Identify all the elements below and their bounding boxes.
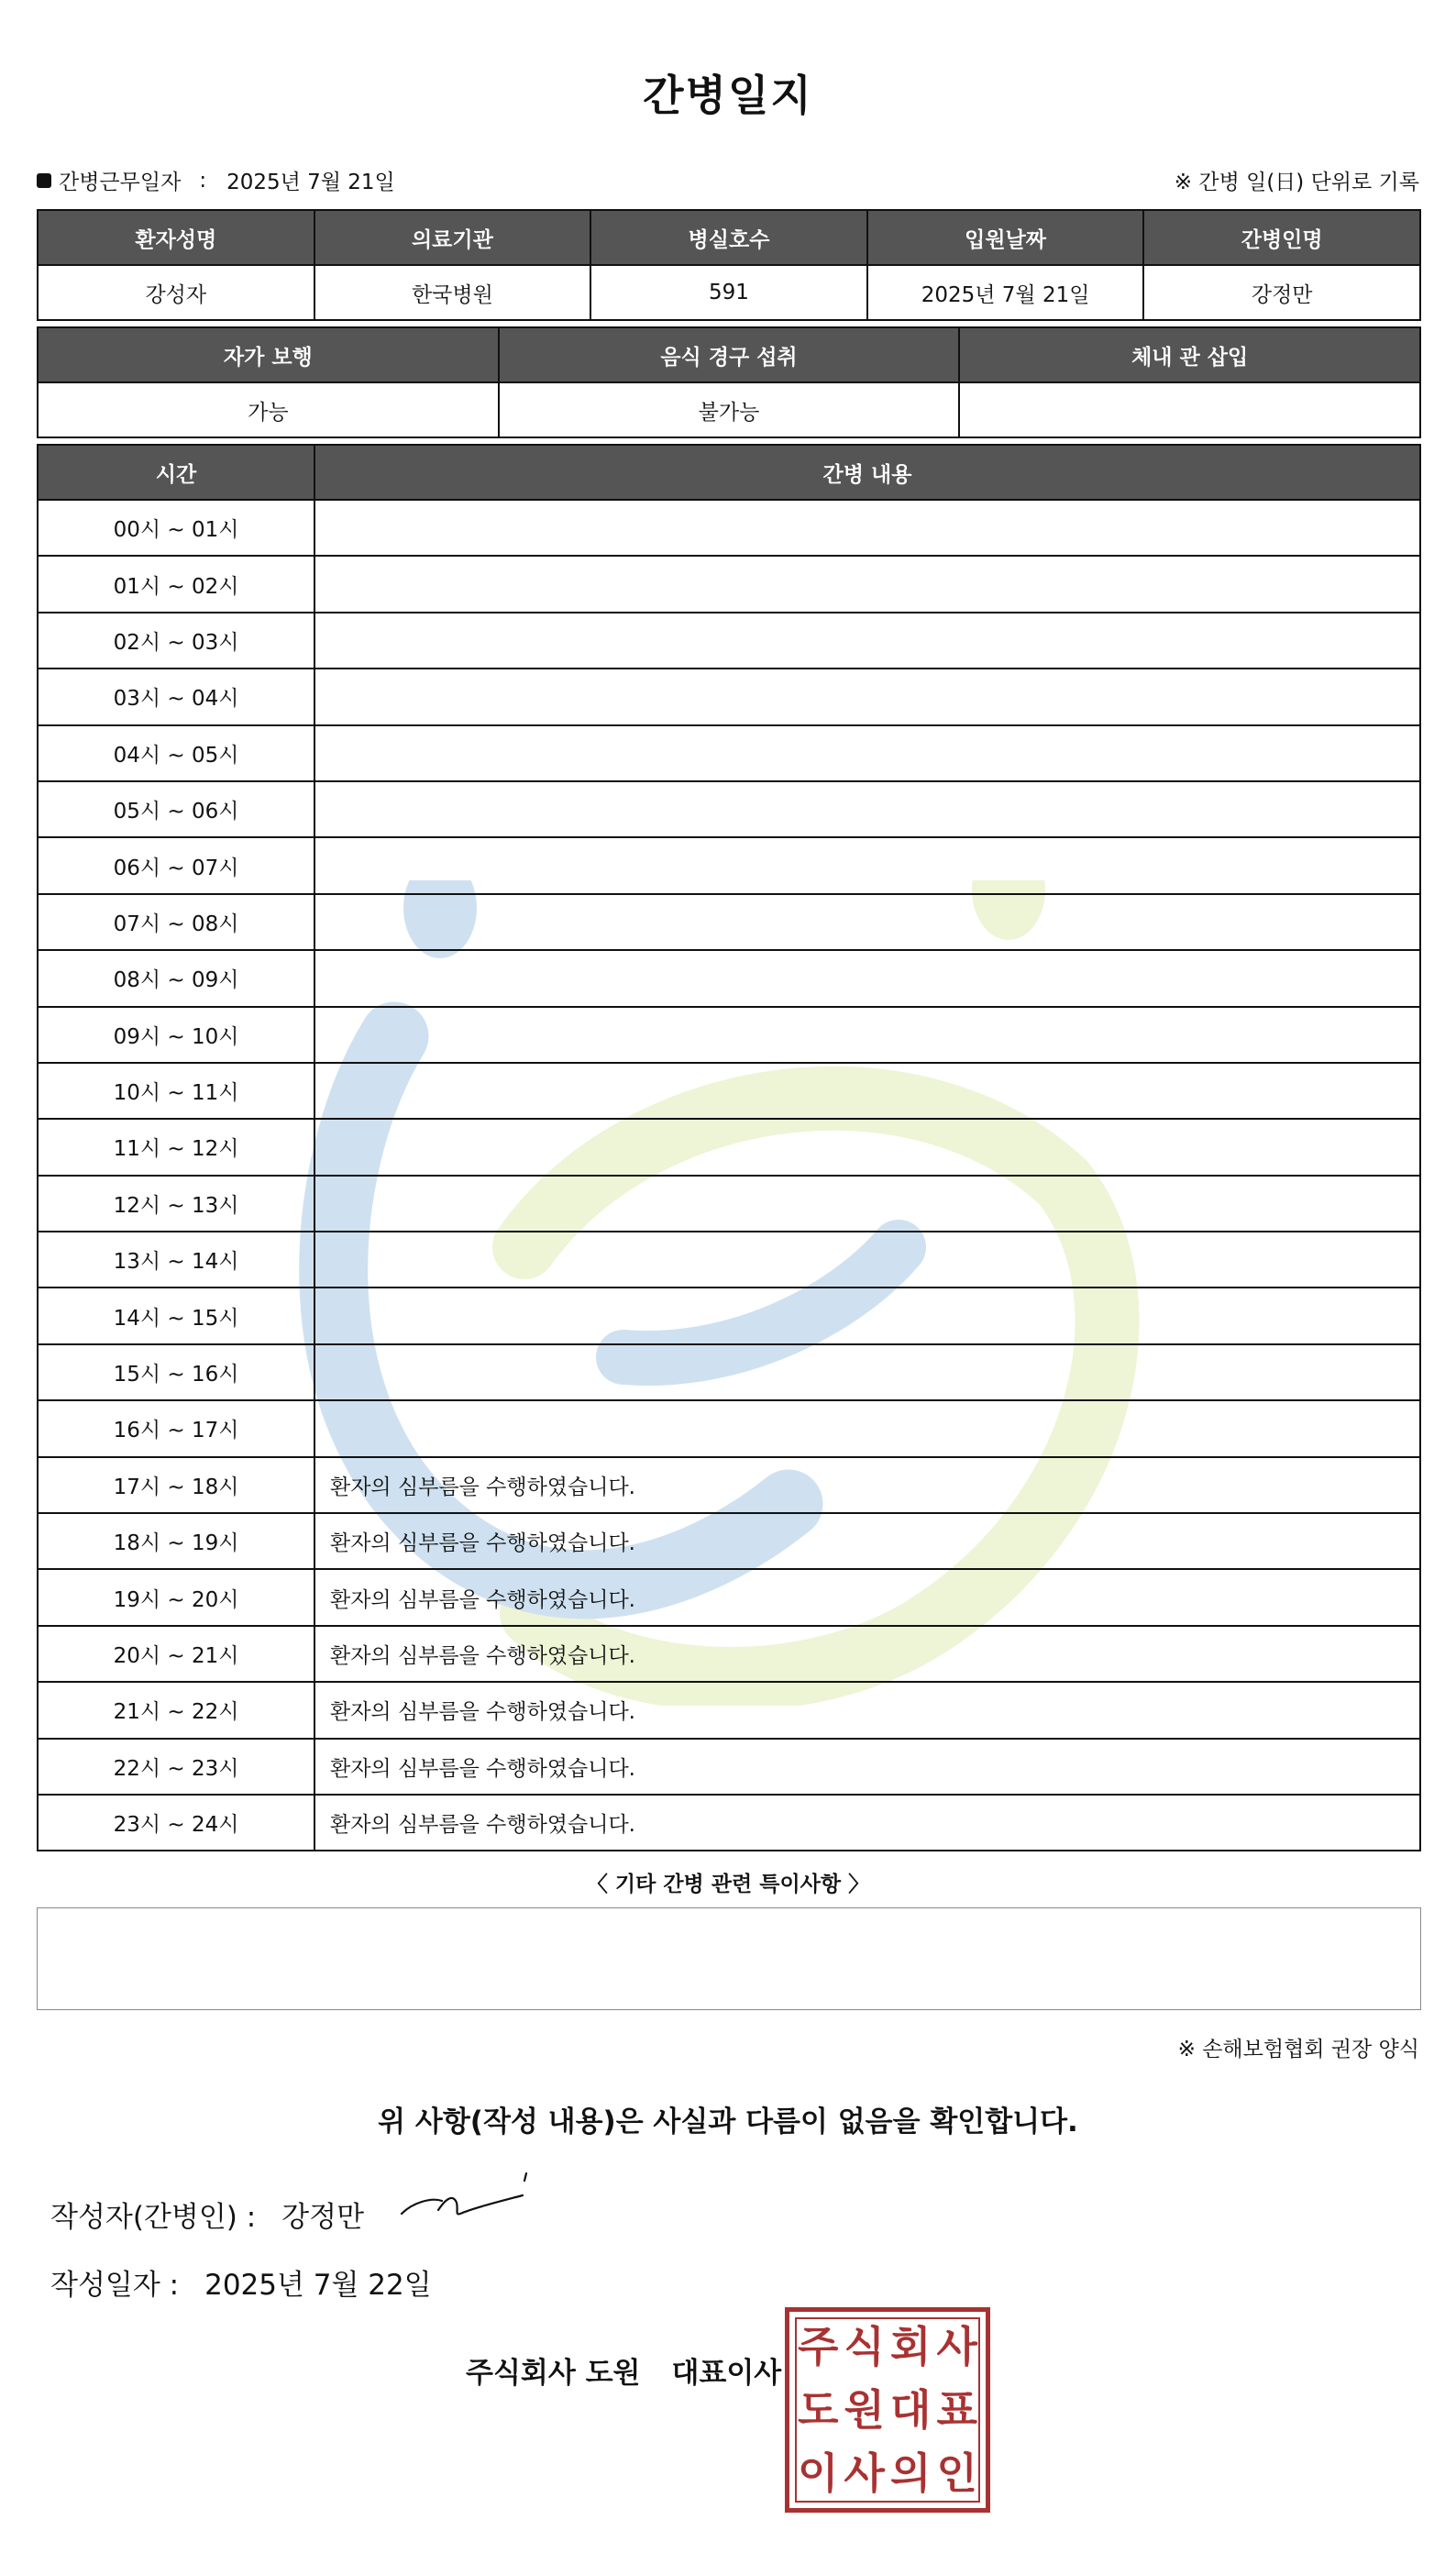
- seal-char: 의: [890, 2448, 932, 2498]
- time-slot: 04시 ~ 05시: [38, 725, 314, 781]
- time-slot: 08시 ~ 09시: [38, 950, 314, 1006]
- remarks-title: 〈 기타 간병 관련 특이사항 〉: [586, 1873, 870, 1896]
- time-slot: 20시 ~ 21시: [38, 1626, 314, 1682]
- self-walking-value: 가능: [38, 382, 499, 437]
- table-row: [38, 500, 1420, 556]
- table-row: [38, 382, 1420, 437]
- time-slot: 14시 ~ 15시: [38, 1288, 314, 1343]
- work-date-value: 2025년 7월 21일: [226, 171, 395, 194]
- time-slot: 10시 ~ 11시: [38, 1063, 314, 1119]
- time-slot: 21시 ~ 22시: [38, 1682, 314, 1738]
- table-row: [38, 1400, 1420, 1456]
- hospital: 한국병원: [314, 265, 591, 320]
- patient-status-table: [37, 326, 1421, 438]
- care-content: [314, 500, 1420, 556]
- page-title: 간병일지: [643, 71, 813, 120]
- table-row: [38, 1119, 1420, 1175]
- care-content: [314, 669, 1420, 724]
- daily-record-note: ※ 간병 일(日) 단위로 기록: [1174, 171, 1419, 194]
- table-row: [38, 556, 1420, 612]
- care-content: [314, 1232, 1420, 1288]
- table-row: [38, 1288, 1420, 1343]
- header-oral-intake: 음식 경구 섭취: [499, 327, 960, 382]
- care-content: 환자의 심부름을 수행하였습니다.: [314, 1739, 1420, 1795]
- care-content: 환자의 심부름을 수행하였습니다.: [314, 1795, 1420, 1851]
- time-slot: 19시 ~ 20시: [38, 1569, 314, 1625]
- writer-label: 작성자(간병인) :: [50, 2201, 257, 2234]
- care-content: 환자의 심부름을 수행하였습니다.: [314, 1626, 1420, 1682]
- work-date: [37, 165, 395, 195]
- care-log-body: [38, 500, 1420, 1851]
- work-date-label: 간병근무일자: [59, 171, 182, 194]
- table-row: [38, 1457, 1420, 1513]
- table-row: [38, 1344, 1420, 1400]
- header-caregiver-name: 간병인명: [1143, 210, 1420, 265]
- signature: [394, 2172, 532, 2227]
- care-content: [314, 837, 1420, 893]
- care-content: [314, 1119, 1420, 1175]
- time-slot: 13시 ~ 14시: [38, 1232, 314, 1288]
- time-slot: 17시 ~ 18시: [38, 1457, 314, 1513]
- care-content: [314, 1288, 1420, 1343]
- admission-date: 2025년 7월 21일: [867, 265, 1144, 320]
- table-row: [38, 950, 1420, 1006]
- care-content: [314, 950, 1420, 1006]
- care-content: 환자의 심부름을 수행하였습니다.: [314, 1457, 1420, 1513]
- tube-insertion-value: [959, 382, 1420, 437]
- table-row: [38, 781, 1420, 837]
- writer-name: 강정만: [281, 2201, 365, 2234]
- seal-char: 표: [936, 2384, 977, 2435]
- remarks-box: [37, 1907, 1421, 2010]
- table-row: [38, 837, 1420, 893]
- header-admission-date: 입원날짜: [867, 210, 1144, 265]
- header-care-content: 간병 내용: [314, 445, 1420, 500]
- care-content: [314, 1063, 1420, 1119]
- time-slot: 18시 ~ 19시: [38, 1513, 314, 1569]
- seal-char: 주: [798, 2322, 839, 2372]
- table-row: [38, 894, 1420, 950]
- header-time: 시간: [38, 445, 314, 500]
- room-number: 591: [590, 265, 867, 320]
- company-name: 주식회사 도원: [466, 2357, 641, 2390]
- care-content: [314, 1176, 1420, 1232]
- care-content: [314, 613, 1420, 669]
- write-date-line: [50, 2261, 432, 2303]
- care-content: [314, 894, 1420, 950]
- time-slot: 03시 ~ 04시: [38, 669, 314, 724]
- seal-char: 도: [798, 2384, 839, 2435]
- care-content: [314, 781, 1420, 837]
- time-slot: 07시 ~ 08시: [38, 894, 314, 950]
- table-row: [38, 1569, 1420, 1625]
- write-date-label: 작성일자 :: [50, 2269, 180, 2302]
- oral-intake-value: 불가능: [499, 382, 960, 437]
- seal-char: 원: [844, 2384, 885, 2435]
- header-patient-name: 환자성명: [38, 210, 314, 265]
- table-row: [38, 265, 1420, 320]
- care-content: 환자의 심부름을 수행하였습니다.: [314, 1569, 1420, 1625]
- header-self-walking: 자가 보행: [38, 327, 499, 382]
- confirmation-statement: 위 사항(작성 내용)은 사실과 다름이 없음을 확인합니다.: [378, 2105, 1078, 2139]
- care-content: [314, 1400, 1420, 1456]
- table-row: [38, 1232, 1420, 1288]
- time-slot: 02시 ~ 03시: [38, 613, 314, 669]
- seal-char: 이: [798, 2448, 839, 2498]
- recommend-note: ※ 손해보험협회 권장 양식: [1177, 2038, 1419, 2061]
- care-content: 환자의 심부름을 수행하였습니다.: [314, 1513, 1420, 1569]
- table-row: [38, 725, 1420, 781]
- care-content: [314, 725, 1420, 781]
- care-content: 환자의 심부름을 수행하였습니다.: [314, 1682, 1420, 1738]
- write-date-value: 2025년 7월 22일: [204, 2269, 432, 2302]
- header-tube-insertion: 체내 관 삽입: [959, 327, 1420, 382]
- seal-char: 식: [844, 2322, 885, 2372]
- time-slot: 05시 ~ 06시: [38, 781, 314, 837]
- time-slot: 11시 ~ 12시: [38, 1119, 314, 1175]
- table-header-row: [38, 210, 1420, 265]
- table-header-row: [38, 445, 1420, 500]
- table-row: [38, 613, 1420, 669]
- time-slot: 12시 ~ 13시: [38, 1176, 314, 1232]
- table-header-row: [38, 327, 1420, 382]
- time-slot: 09시 ~ 10시: [38, 1007, 314, 1063]
- table-row: [38, 1063, 1420, 1119]
- caregiver-name: 강정만: [1143, 265, 1420, 320]
- care-content: [314, 1007, 1420, 1063]
- patient-name: 강성자: [38, 265, 314, 320]
- time-slot: 01시 ~ 02시: [38, 556, 314, 612]
- table-row: [38, 669, 1420, 724]
- table-row: [38, 1626, 1420, 1682]
- header-room: 병실호수: [590, 210, 867, 265]
- company-signoff: [466, 2349, 781, 2391]
- table-row: [38, 1007, 1420, 1063]
- table-row: [38, 1739, 1420, 1795]
- time-slot: 06시 ~ 07시: [38, 837, 314, 893]
- company-seal: [785, 2307, 990, 2513]
- patient-info-table: [37, 209, 1421, 321]
- table-row: [38, 1176, 1420, 1232]
- table-row: [38, 1513, 1420, 1569]
- seal-char: 사: [844, 2448, 885, 2498]
- square-bullet-icon: [37, 173, 51, 188]
- writer-line: [50, 2194, 364, 2235]
- time-slot: 22시 ~ 23시: [38, 1739, 314, 1795]
- table-row: [38, 1682, 1420, 1738]
- care-log-table: [37, 444, 1421, 1851]
- company-rep-title: 대표이사: [671, 2357, 782, 2390]
- care-content: [314, 556, 1420, 612]
- seal-char: 대: [890, 2384, 932, 2435]
- care-content: [314, 1344, 1420, 1400]
- seal-char: 인: [936, 2448, 977, 2498]
- time-slot: 15시 ~ 16시: [38, 1344, 314, 1400]
- time-slot: 00시 ~ 01시: [38, 500, 314, 556]
- work-date-colon: :: [199, 168, 207, 193]
- seal-char: 회: [890, 2322, 932, 2372]
- seal-characters: [795, 2315, 980, 2504]
- header-hospital: 의료기관: [314, 210, 591, 265]
- time-slot: 23시 ~ 24시: [38, 1795, 314, 1851]
- seal-char: 사: [936, 2322, 977, 2372]
- table-row: [38, 1795, 1420, 1851]
- time-slot: 16시 ~ 17시: [38, 1400, 314, 1456]
